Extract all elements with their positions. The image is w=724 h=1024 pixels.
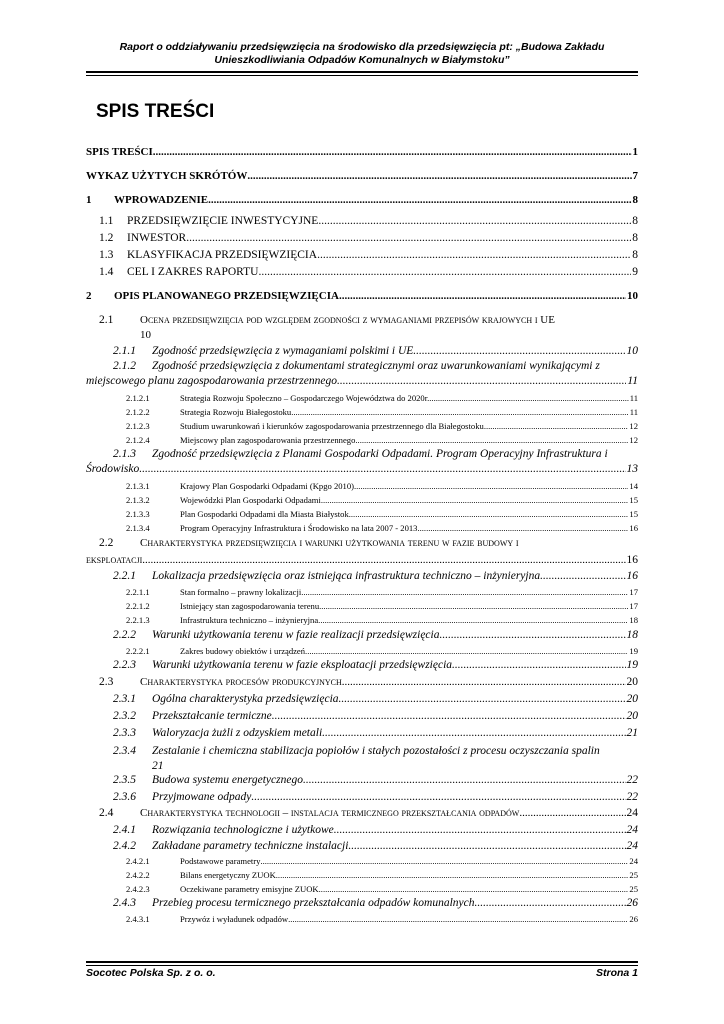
toc-entry[interactable]: [86, 523, 638, 533]
toc-entry-text: Zakładane parametry techniczne instalacji: [152, 840, 349, 852]
toc-entry-text: Ogólna charakterystyka przedsięwzięcia: [152, 693, 339, 705]
toc-entry-text: Lokalizacja przedsięwzięcia oraz istniejąca infrastruktura techniczno – inżynieryjna: [152, 570, 541, 582]
toc-entry-number: 2.4: [99, 807, 114, 819]
toc-entry-page: 24: [626, 840, 638, 852]
toc-entry-page: 17: [629, 587, 638, 597]
toc-entry-text: Stan formalno – prawny lokalizacji: [180, 587, 302, 597]
toc-entry[interactable]: [86, 884, 638, 894]
toc-entry[interactable]: [86, 791, 638, 803]
toc-entry-number: 2.1.3.1: [126, 481, 150, 491]
toc-entry-number: 1.2: [99, 232, 114, 244]
toc-entry-page: 19: [626, 659, 638, 671]
toc-entry-text: OPIS PLANOWANEGO PRZEDSIĘWZIĘCIA: [114, 290, 339, 302]
toc-entry-text: WPROWADZENIE: [114, 194, 209, 206]
toc-entry-number: 2.3: [99, 676, 114, 688]
page-title: SPIS TREŚCI: [96, 101, 215, 122]
toc-entry[interactable]: [86, 393, 638, 403]
toc-entry-number: 2.1.2.2: [126, 407, 150, 417]
toc-entry[interactable]: [86, 375, 638, 387]
toc-entry-text: Zgodność przedsięwzięcia z Planami Gospodarki Odpadami. Program Operacyjny Infrastruktura i: [152, 448, 608, 460]
toc-entry-number: 2.4.2: [113, 840, 136, 852]
toc-entry-text: Budowa systemu energetycznego: [152, 774, 303, 786]
toc-entry-number: 2.4.3.1: [126, 914, 150, 924]
toc-entry-text: Zestalanie i chemiczna stabilizacja popiołów i stałych pozostałości z procesu oczyszczania spalin: [152, 745, 600, 757]
toc-entry[interactable]: [86, 774, 638, 786]
toc-entry-text: Warunki użytkowania terenu w fazie realizacji przedsięwzięcia: [152, 629, 440, 641]
toc-entry-number: 2.4.2.2: [126, 870, 150, 880]
toc-entry-number: 2.4.3: [113, 897, 136, 909]
toc-entry-number: 2.2: [99, 537, 114, 549]
header-line-2: Unieszkodliwiania Odpadów Komunalnych w Białymstoku”: [214, 54, 510, 66]
toc-entry-number: 2.3.1: [113, 693, 136, 705]
toc-entry-page: 14: [629, 481, 638, 491]
toc-entry[interactable]: [86, 727, 638, 739]
toc-entry-text: Zgodność przedsięwzięcia z wymaganiami polskimi i UE: [152, 345, 414, 357]
toc-entry[interactable]: [86, 249, 638, 261]
toc-entry-text-continued: miejscowego planu zagospodarowania przestrzennego: [86, 375, 337, 387]
toc-entry-page: 22: [626, 791, 638, 803]
toc-entry-number: 2.1.2.4: [126, 435, 150, 445]
toc-entry-page: 24: [629, 856, 638, 866]
toc-entry-text: Przyjmowane odpady: [152, 791, 252, 803]
toc-entry-text: Charakterystyka przedsięwzięcia i warunki użytkowania terenu w fazie budowy i: [140, 537, 519, 549]
toc-entry-number: 2.1.2: [113, 360, 136, 372]
toc-entry-page: 20: [626, 693, 638, 705]
toc-entry-number: 2.2.1: [113, 570, 136, 582]
toc-entry-line1[interactable]: [113, 360, 600, 372]
running-footer: [86, 967, 638, 979]
toc-entry-number: 2.1.1: [113, 345, 136, 357]
toc-entry[interactable]: [86, 840, 638, 852]
toc-entry[interactable]: [86, 570, 638, 582]
toc-entry-text: Wojewódzki Plan Gospodarki Odpadami: [180, 495, 321, 505]
toc-entry-page: 7: [632, 170, 638, 182]
toc-entry-number: 2: [86, 290, 92, 302]
toc-entry-number: 1.4: [99, 266, 114, 278]
toc-entry-number: 2.1: [99, 314, 114, 326]
toc-entry[interactable]: [86, 481, 638, 491]
toc-entry[interactable]: [86, 495, 638, 505]
toc-entry-page: 17: [629, 601, 638, 611]
toc-entry[interactable]: [86, 232, 638, 244]
toc-entry[interactable]: [86, 856, 638, 866]
toc-entry-number: 2.1.3: [113, 448, 136, 460]
toc-entry-number: 2.2.3: [113, 659, 136, 671]
toc-entry-page: 24: [626, 807, 638, 819]
toc-entry-page: 8: [632, 194, 638, 206]
toc-entry-number: 1.3: [99, 249, 114, 261]
header-line-1: Raport o oddziaływaniu przedsięwzięcia na środowisko dla przedsięwzięcia pt: „Budowa Zakładu: [119, 41, 605, 53]
toc-entry-text: Zakres budowy obiektów i urządzeń: [180, 646, 306, 656]
toc-entry[interactable]: [86, 194, 638, 206]
toc-entry-text: Zgodność przedsięwzięcia z dokumentami strategicznymi oraz uwarunkowaniami wynikającymi z: [152, 360, 600, 372]
toc-entry-text-continued: eksploatacji: [86, 554, 143, 566]
toc-entry-line1[interactable]: [99, 537, 519, 549]
toc-entry[interactable]: [86, 710, 638, 722]
toc-entry[interactable]: [86, 463, 638, 475]
toc-entry-page: 18: [629, 615, 638, 625]
toc-entry-page: 15: [629, 495, 638, 505]
toc-entry[interactable]: [86, 266, 638, 278]
toc-entry-text: Infrastruktura techniczno – inżynieryjna: [180, 615, 319, 625]
toc-entry-page: 20: [626, 676, 638, 688]
toc-entry[interactable]: [99, 313, 638, 343]
table-of-contents: [86, 0, 638, 1024]
toc-entry-text: Charakterystyka procesów produkcyjnych: [140, 676, 342, 688]
toc-entry-number: 2.3.6: [113, 791, 136, 803]
toc-entry[interactable]: [86, 421, 638, 431]
toc-entry[interactable]: [86, 676, 638, 688]
toc-entry[interactable]: [86, 435, 638, 445]
toc-entry-text: Przekształcanie termiczne: [152, 710, 272, 722]
toc-entry-page: 11: [629, 393, 638, 403]
toc-entry-text: Strategia Rozwoju Białegostoku: [180, 407, 292, 417]
toc-entry[interactable]: [86, 615, 638, 625]
toc-entry-text: Podstawowe parametry: [180, 856, 261, 866]
toc-entry-page: 19: [629, 646, 638, 656]
toc-entry-text: Krajowy Plan Gospodarki Odpadami (Kpgo 2010): [180, 481, 354, 491]
toc-entry-page: 21: [152, 760, 164, 772]
toc-entry[interactable]: [86, 629, 638, 641]
toc-entry-number: 2.4.1: [113, 824, 136, 836]
toc-entry[interactable]: [86, 290, 638, 302]
toc-entry-text: Charakterystyka technologii – instalacja termicznego przekształcania odpadów: [140, 807, 520, 819]
toc-entry-text: Przebieg procesu termicznego przekształcania odpadów komunalnych: [152, 897, 475, 909]
footer-company: Socotec Polska Sp. z o. o.: [86, 967, 216, 979]
toc-entry-number: 1.1: [99, 215, 114, 227]
toc-entry-number: 1: [86, 194, 92, 206]
toc-entry-number: 2.4.2.1: [126, 856, 150, 866]
toc-entry-page: 26: [629, 914, 638, 924]
toc-entry-page: 18: [626, 629, 638, 641]
toc-entry-text: INWESTOR: [127, 232, 187, 244]
toc-entry-page: 8: [632, 232, 638, 244]
toc-entry[interactable]: [86, 693, 638, 705]
toc-entry-text: Przywóz i wyładunek odpadów: [180, 914, 289, 924]
toc-entry-page: 8: [632, 249, 638, 261]
toc-entry[interactable]: [86, 807, 638, 819]
toc-entry-text: PRZEDSIĘWZIĘCIE INWESTYCYJNE: [127, 215, 319, 227]
toc-entry[interactable]: [113, 744, 638, 774]
toc-entry-number: 2.3.5: [113, 774, 136, 786]
toc-entry-text: Ocena przedsięwzięcia pod względem zgodności z wymaganiami przepisów krajowych i UE: [140, 314, 555, 326]
toc-entry-page: 9: [632, 266, 638, 278]
toc-entry-text: Rozwiązania technologiczne i użytkowe: [152, 824, 334, 836]
toc-entry-number: 2.3.2: [113, 710, 136, 722]
toc-entry-page: 13: [626, 463, 638, 475]
footer-page-number: Strona 1: [595, 967, 638, 979]
toc-entry-page: 11: [627, 375, 638, 387]
toc-entry[interactable]: [86, 170, 638, 182]
toc-entry-number: 2.1.3.2: [126, 495, 150, 505]
toc-entry-page: 1: [632, 146, 638, 158]
toc-entry-page: 10: [626, 345, 638, 357]
toc-entry-text: Strategia Rozwoju Społeczno – Gospodarczego Województwa do 2020r.: [180, 393, 430, 403]
toc-entry-text: Bilans energetyczny ZUOK: [180, 870, 276, 880]
toc-entry-number: 2.4.2.3: [126, 884, 150, 894]
footer-rule: [86, 961, 638, 963]
toc-entry-text: CEL I ZAKRES RAPORTU: [127, 266, 259, 278]
toc-entry-text: Plan Gospodarki Odpadami dla Miasta Białystok: [180, 509, 349, 519]
toc-entry-number: 2.3.3: [113, 727, 136, 739]
toc-entry[interactable]: [86, 897, 638, 909]
toc-entry-page: 22: [626, 774, 638, 786]
toc-entry-page: 25: [629, 884, 638, 894]
toc-entry-text: Istniejący stan zagospodarowania terenu: [180, 601, 320, 611]
toc-entry-page: 10: [627, 290, 638, 302]
toc-entry[interactable]: [86, 914, 638, 924]
toc-entry[interactable]: [86, 587, 638, 597]
toc-entry[interactable]: [86, 824, 638, 836]
footer-rule-thin: [86, 965, 638, 966]
toc-entry-text-continued: Środowisko: [86, 463, 140, 475]
toc-entry-number: 2.2.1.2: [126, 601, 150, 611]
toc-entry-number: 2.1.2.3: [126, 421, 150, 431]
toc-entry-page: 26: [626, 897, 638, 909]
toc-entry[interactable]: [86, 407, 638, 417]
toc-entry-page: 20: [626, 710, 638, 722]
toc-entry-text: Warunki użytkowania terenu w fazie eksploatacji przedsięwzięcia: [152, 659, 453, 671]
toc-entry-page: 16: [626, 554, 638, 566]
toc-entry-text: Program Operacyjny Infrastruktura i Środowisko na lata 2007 - 2013: [180, 523, 418, 533]
toc-entry-page: 24: [626, 824, 638, 836]
toc-entry-page: 8: [632, 215, 638, 227]
toc-entry-number: 2.2.2.1: [126, 646, 150, 656]
toc-entry-page: 21: [626, 727, 638, 739]
toc-entry-number: 2.3.4: [113, 745, 136, 757]
toc-entry-text: SPIS TREŚCI: [86, 146, 153, 158]
toc-entry-page: 25: [629, 870, 638, 880]
toc-entry-number: 2.1.2.1: [126, 393, 150, 403]
toc-entry-text: Oczekiwane parametry emisyjne ZUOK: [180, 884, 319, 894]
toc-entry-page: 16: [629, 523, 638, 533]
toc-entry[interactable]: [86, 646, 638, 656]
toc-entry-number: 2.2.2: [113, 629, 136, 641]
toc-entry[interactable]: [86, 554, 638, 566]
toc-entry-number: 2.2.1.1: [126, 587, 150, 597]
toc-entry-line1[interactable]: [113, 448, 608, 460]
toc-entry-page: 16: [626, 570, 638, 582]
toc-entry-page: 15: [629, 509, 638, 519]
toc-entry-number: 2.2.1.3: [126, 615, 150, 625]
toc-entry-text: KLASYFIKACJA PRZEDSIĘWZIĘCIA: [127, 249, 318, 261]
toc-entry-number: 2.1.3.3: [126, 509, 150, 519]
toc-entry-page: 10: [140, 329, 151, 341]
toc-entry-text: Waloryzacja żużli z odzyskiem metali: [152, 727, 323, 739]
toc-entry[interactable]: [86, 870, 638, 880]
toc-entry[interactable]: [86, 659, 638, 671]
toc-entry[interactable]: [86, 509, 638, 519]
toc-entry-page: 11: [629, 407, 638, 417]
toc-entry-page: 12: [629, 421, 638, 431]
toc-entry-text: Studium uwarunkowań i kierunków zagospodarowania przestrzennego dla Białegostoku: [180, 421, 484, 431]
toc-entry[interactable]: [86, 215, 638, 227]
toc-entry-text: WYKAZ UŻYTYCH SKRÓTÓW: [86, 170, 248, 182]
toc-entry[interactable]: [86, 345, 638, 357]
toc-entry-text: Miejscowy plan zagospodarowania przestrzennego: [180, 435, 356, 445]
toc-entry-number: 2.1.3.4: [126, 523, 150, 533]
toc-entry[interactable]: [86, 146, 638, 158]
toc-entry[interactable]: [86, 601, 638, 611]
toc-entry-page: 12: [629, 435, 638, 445]
